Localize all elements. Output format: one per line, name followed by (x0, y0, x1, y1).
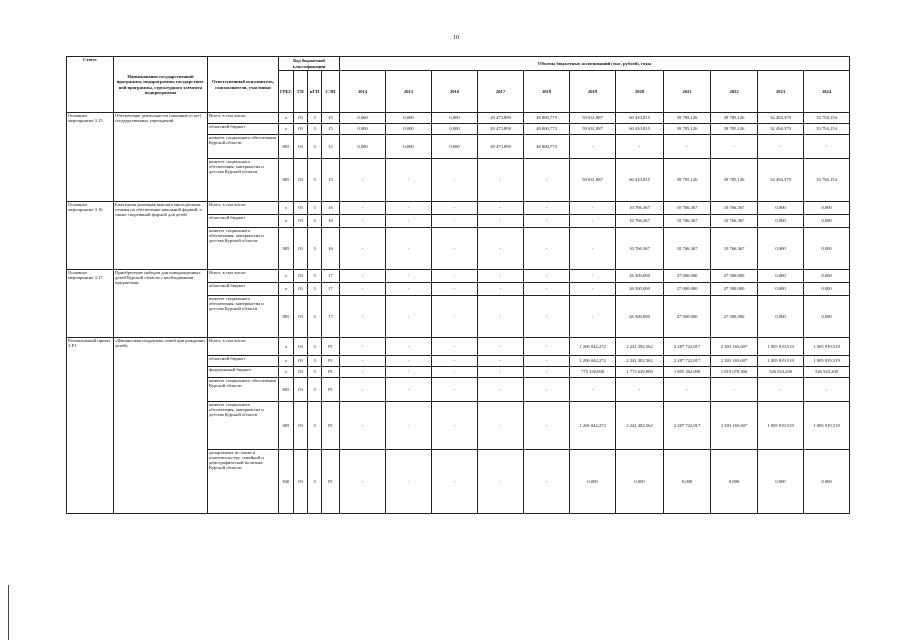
cell-value: 27 000,000 (664, 270, 711, 283)
cell-sep: 17 (322, 296, 340, 338)
cell-value: 2 303 165,607 (711, 402, 758, 450)
cell-value: 1 005 919,519 (758, 356, 804, 367)
cell-value: 33 794,154 (804, 113, 850, 124)
cell-value: - (386, 228, 432, 270)
cell-value: 59 631,887 (570, 159, 616, 202)
cell-grbs: 805 (279, 378, 294, 402)
cell-executor: областной бюджет (208, 124, 279, 135)
cell-executor: комитет социального обеспечения Курской области (208, 135, 279, 159)
cell-gp: 03 (294, 378, 308, 402)
cell-pgp: 3 (308, 338, 322, 356)
cell-value: 33 794,154 (804, 124, 850, 135)
cell-gp: 03 (294, 402, 308, 450)
cell-gp: 03 (294, 215, 308, 228)
cell-value: - (616, 378, 664, 402)
cell-value: - (432, 296, 478, 338)
cell-value: - (616, 135, 664, 159)
cell-value: - (570, 296, 616, 338)
cell-value: 0,000 (758, 296, 804, 338)
cell-executor: федеральный бюджет (208, 367, 279, 378)
cell-value: 10 766,367 (616, 202, 664, 215)
cell-value: 2 241 382,562 (616, 402, 664, 450)
cell-value: - (386, 367, 432, 378)
cell-sep: 15 (322, 124, 340, 135)
cell-value: - (432, 283, 478, 296)
cell-status: Основное мероприятие 3.16 (67, 202, 114, 270)
cell-gp: 03 (294, 283, 308, 296)
cell-grbs: х (279, 356, 294, 367)
cell-sep: Р1 (322, 450, 340, 514)
cell-program-name: Ежегодная денежная выплата многодетным семьям на обеспечение школьной формой, а также спортивной формой для детей (114, 202, 208, 270)
cell-value: - (478, 215, 524, 228)
cell-value: - (386, 296, 432, 338)
page-number: 10 (453, 35, 459, 41)
cell-sep: 16 (322, 202, 340, 215)
cell-value: - (524, 270, 570, 283)
cell-value: - (524, 338, 570, 356)
cell-grbs: х (279, 338, 294, 356)
cell-value: - (524, 202, 570, 215)
cell-value: - (478, 228, 524, 270)
cell-value: - (804, 135, 850, 159)
cell-value: - (432, 367, 478, 378)
cell-value: 10 766,367 (711, 228, 758, 270)
cell-value: - (524, 283, 570, 296)
cell-value: - (524, 159, 570, 202)
header-year: 2018 (524, 71, 570, 113)
cell-pgp: 3 (308, 124, 322, 135)
cell-value: 39 785,126 (711, 124, 758, 135)
table-header (67, 57, 850, 113)
cell-value: 0,000 (758, 202, 804, 215)
cell-value: - (432, 215, 478, 228)
cell-value: 39 785,126 (664, 113, 711, 124)
cell-value: - (570, 228, 616, 270)
cell-status: Региональный проект 3.Р1 (67, 338, 114, 514)
cell-value: 0,000 (804, 202, 850, 215)
cell-value: 0,000 (386, 124, 432, 135)
cell-value: - (386, 450, 432, 514)
cell-pgp: 3 (308, 228, 322, 270)
header-year: 2020 (616, 71, 664, 113)
cell-value: - (570, 378, 616, 402)
cell-value: - (386, 215, 432, 228)
cell-value: 60 410,815 (616, 159, 664, 202)
cell-gp: 03 (294, 270, 308, 283)
cell-value: 775 130,600 (570, 367, 616, 378)
cell-gp: 03 (294, 356, 308, 367)
cell-value: 0,000 (432, 135, 478, 159)
cell-value: - (478, 378, 524, 402)
cell-value: 40 800,773 (524, 124, 570, 135)
cell-value: 27 000,000 (664, 296, 711, 338)
table-row (67, 202, 850, 215)
cell-value: - (570, 283, 616, 296)
cell-value: - (386, 338, 432, 356)
cell-gp: 03 (294, 202, 308, 215)
cell-value: - (478, 367, 524, 378)
header-grbs: ГРБС (279, 71, 294, 113)
cell-value: - (570, 202, 616, 215)
cell-pgp: 3 (308, 135, 322, 159)
cell-sep: 16 (322, 228, 340, 270)
cell-grbs: х (279, 113, 294, 124)
cell-value: 60 410,815 (616, 113, 664, 124)
cell-value: - (386, 270, 432, 283)
cell-value: - (524, 367, 570, 378)
cell-value: - (524, 228, 570, 270)
cell-sep: 16 (322, 215, 340, 228)
header-year: 2021 (664, 71, 711, 113)
cell-value: 32 494,379 (758, 159, 804, 202)
cell-value: 2 287 722,817 (664, 356, 711, 367)
cell-pgp: 3 (308, 283, 322, 296)
cell-pgp: 3 (308, 296, 322, 338)
cell-value: - (758, 135, 804, 159)
header-year: 2024 (804, 71, 850, 113)
cell-value: - (478, 202, 524, 215)
cell-value: 1 005 919,519 (804, 402, 850, 450)
cell-value: - (386, 202, 432, 215)
header-year: 2022 (711, 71, 758, 113)
cell-value: 27 500,000 (711, 296, 758, 338)
cell-value: 60 410,815 (616, 124, 664, 135)
cell-value: - (340, 378, 386, 402)
cell-grbs: 805 (279, 135, 294, 159)
cell-value: 29 473,899 (478, 124, 524, 135)
cell-value: 2 303 165,607 (711, 356, 758, 367)
cell-value: - (432, 356, 478, 367)
cell-value: 1 206 044,272 (570, 402, 616, 450)
cell-value: 0,000 (664, 450, 711, 514)
cell-value: - (386, 402, 432, 450)
header-pgp: пГП (308, 71, 322, 113)
cell-gp: 03 (294, 113, 308, 124)
cell-value: 2 241 382,562 (616, 338, 664, 356)
header-year: 2023 (758, 71, 804, 113)
cell-value: - (478, 283, 524, 296)
cell-value: 0,000 (758, 228, 804, 270)
cell-value: 1 206 044,272 (570, 356, 616, 367)
cell-executor: областной бюджет (208, 215, 279, 228)
cell-gp: 03 (294, 228, 308, 270)
cell-executor: Всего, в том числе: (208, 113, 279, 124)
cell-value: 26 500,000 (616, 270, 664, 283)
table-row (67, 113, 850, 124)
cell-executor: департамент по опеке и попечительству, семейной и демографической политике Курской области (208, 450, 279, 514)
cell-pgp: 3 (308, 270, 322, 283)
cell-value: 1 005 919,519 (804, 356, 850, 367)
cell-grbs: 840 (279, 450, 294, 514)
cell-sep: Р1 (322, 378, 340, 402)
cell-value: 526 543,200 (804, 367, 850, 378)
cell-value: - (570, 135, 616, 159)
cell-value: 1 819 079,300 (711, 367, 758, 378)
cell-value: - (340, 202, 386, 215)
cell-value: 2 287 722,817 (664, 338, 711, 356)
cell-value: 0,000 (340, 124, 386, 135)
cell-program-name: «Финансовая поддержка семей при рождении детей» (114, 338, 208, 514)
cell-value: 1 773 629,000 (616, 367, 664, 378)
header-year: 2017 (478, 71, 524, 113)
cell-grbs: х (279, 202, 294, 215)
cell-value: 1 005 919,519 (758, 402, 804, 450)
header-sep: СЭП (322, 71, 340, 113)
cell-executor: Всего, в том числе: (208, 270, 279, 283)
cell-gp: 03 (294, 296, 308, 338)
cell-grbs: х (279, 124, 294, 135)
cell-value: 0,000 (758, 270, 804, 283)
header-gp: ГП (294, 71, 308, 113)
cell-executor: Всего, в том числе: (208, 338, 279, 356)
cell-value: 0,000 (804, 228, 850, 270)
cell-value: 0,000 (386, 113, 432, 124)
cell-value: - (524, 378, 570, 402)
cell-executor: Всего, в том числе: (208, 202, 279, 215)
cell-value: - (711, 135, 758, 159)
cell-value: - (340, 338, 386, 356)
cell-gp: 03 (294, 367, 308, 378)
cell-sep: 15 (322, 113, 340, 124)
cell-value: 0,000 (432, 124, 478, 135)
cell-value: - (340, 159, 386, 202)
cell-value: 29 473,899 (478, 135, 524, 159)
cell-program-name: Приобретение наборов для новорожденных детей Курской области с необходимыми предметами (114, 270, 208, 338)
cell-value: 1 206 044,272 (570, 338, 616, 356)
cell-grbs: 805 (279, 296, 294, 338)
cell-sep: Р1 (322, 338, 340, 356)
cell-value: - (340, 356, 386, 367)
cell-value: 2 287 722,817 (664, 402, 711, 450)
budget-table (66, 56, 850, 514)
cell-value: 0,000 (432, 113, 478, 124)
cell-value: 0,000 (340, 135, 386, 159)
cell-sep: 17 (322, 283, 340, 296)
cell-value: 0,000 (616, 450, 664, 514)
cell-executor: комитет социального обеспечения Курской области (208, 378, 279, 402)
cell-sep: 17 (322, 270, 340, 283)
cell-value: 0,000 (758, 215, 804, 228)
cell-value: - (386, 159, 432, 202)
cell-value: 0,000 (804, 283, 850, 296)
cell-value: 0,000 (804, 450, 850, 514)
cell-status: Основное мероприятие 3.15 (67, 113, 114, 202)
cell-sep: 15 (322, 159, 340, 202)
cell-value: 10 766,367 (616, 215, 664, 228)
cell-value: 39 785,126 (711, 113, 758, 124)
header-status: Статус (67, 57, 114, 113)
header-volumes: Объемы бюджетных ассигнований (тыс. рублей), годы (340, 57, 850, 71)
header-year: 2016 (432, 71, 478, 113)
cell-value: 32 494,379 (758, 113, 804, 124)
cell-value: 1 805 362,000 (664, 367, 711, 378)
cell-value: - (386, 283, 432, 296)
cell-value: 0,000 (570, 450, 616, 514)
cell-value: - (432, 228, 478, 270)
cell-value: 29 473,899 (478, 113, 524, 124)
table-row (67, 270, 850, 283)
cell-value: 26 500,000 (616, 296, 664, 338)
cell-value: 10 766,367 (711, 202, 758, 215)
cell-value: 10 766,367 (664, 228, 711, 270)
cell-grbs: 805 (279, 228, 294, 270)
cell-value: - (432, 202, 478, 215)
cell-value: 1 005 919,519 (804, 338, 850, 356)
cell-grbs: х (279, 215, 294, 228)
cell-pgp: 3 (308, 378, 322, 402)
cell-status: Основное мероприятие 3.17 (67, 270, 114, 338)
cell-value: - (478, 402, 524, 450)
cell-value: 0,000 (804, 296, 850, 338)
cell-value: - (432, 270, 478, 283)
cell-grbs: 805 (279, 159, 294, 202)
cell-value: 526 543,200 (758, 367, 804, 378)
cell-value: 27 500,000 (711, 270, 758, 283)
cell-program-name: Обеспечение деятельности (оказание услуг) государственных учреждений (114, 113, 208, 202)
cell-executor: областной бюджет (208, 356, 279, 367)
cell-value: 10 766,367 (664, 202, 711, 215)
cell-value: 26 500,000 (616, 283, 664, 296)
cell-value: 0,000 (804, 215, 850, 228)
header-executor: Ответственный исполнитель, соисполнители, участники (208, 57, 279, 113)
cell-value: - (664, 378, 711, 402)
cell-gp: 03 (294, 450, 308, 514)
cell-pgp: 3 (308, 113, 322, 124)
cell-value: - (524, 402, 570, 450)
cell-value: - (478, 270, 524, 283)
header-program-name: Наименование государственной программы, подпрограммы государствен-ной программы, структурного элемента подпрограммы (114, 57, 208, 113)
cell-pgp: 3 (308, 367, 322, 378)
cell-value: - (386, 356, 432, 367)
cell-value: 10 766,367 (616, 228, 664, 270)
cell-value: - (340, 270, 386, 283)
cell-value: 27 000,000 (664, 283, 711, 296)
cell-sep: Р1 (322, 356, 340, 367)
cell-value: - (478, 296, 524, 338)
cell-pgp: 3 (308, 215, 322, 228)
cell-sep: 15 (322, 135, 340, 159)
cell-grbs: х (279, 367, 294, 378)
cell-value: - (432, 159, 478, 202)
cell-value: - (432, 338, 478, 356)
cell-value: - (524, 450, 570, 514)
cell-value: - (711, 378, 758, 402)
cell-value: - (340, 367, 386, 378)
cell-value: 59 631,887 (570, 124, 616, 135)
cell-pgp: 3 (308, 450, 322, 514)
cell-value: - (432, 378, 478, 402)
cell-value: - (340, 296, 386, 338)
cell-value: 33 794,154 (804, 159, 850, 202)
scan-edge-line (8, 585, 9, 640)
cell-value: - (478, 159, 524, 202)
header-budget-code: Код бюджетной классификации (279, 57, 340, 71)
cell-value: 40 800,773 (524, 135, 570, 159)
cell-value: - (432, 450, 478, 514)
cell-value: - (524, 356, 570, 367)
cell-gp: 03 (294, 159, 308, 202)
cell-executor: комитет социального обеспечения, материнства и детства Курской области (208, 228, 279, 270)
cell-value: 0,000 (386, 135, 432, 159)
cell-value: - (570, 270, 616, 283)
cell-value: 27 500,000 (711, 283, 758, 296)
cell-value: - (340, 450, 386, 514)
cell-sep: Р1 (322, 367, 340, 378)
header-year: 2019 (570, 71, 616, 113)
cell-value: 0,000 (758, 283, 804, 296)
cell-value: - (432, 402, 478, 450)
cell-pgp: 3 (308, 202, 322, 215)
cell-value: - (804, 378, 850, 402)
cell-executor: комитет социального обеспечения, материнства и детства Курской области (208, 159, 279, 202)
cell-value: 0,000 (804, 270, 850, 283)
cell-value: 2 241 382,562 (616, 356, 664, 367)
cell-value: 39 785,126 (711, 159, 758, 202)
cell-value: - (478, 338, 524, 356)
cell-sep: Р1 (322, 402, 340, 450)
cell-value: - (386, 378, 432, 402)
cell-value: - (340, 283, 386, 296)
cell-value: 0,000 (340, 113, 386, 124)
cell-value: 39 785,126 (664, 124, 711, 135)
cell-value: - (524, 296, 570, 338)
cell-gp: 03 (294, 124, 308, 135)
cell-value: - (340, 228, 386, 270)
cell-value: 39 785,126 (664, 159, 711, 202)
table-body (67, 113, 850, 514)
cell-grbs: х (279, 283, 294, 296)
cell-executor: комитет социального обеспечения, материнства и детства Курской области (208, 402, 279, 450)
header-year: 2015 (386, 71, 432, 113)
cell-gp: 03 (294, 338, 308, 356)
cell-value: 59 631,887 (570, 113, 616, 124)
cell-value: 0,000 (711, 450, 758, 514)
cell-pgp: 3 (308, 402, 322, 450)
cell-grbs: 805 (279, 402, 294, 450)
cell-value: - (758, 378, 804, 402)
cell-value: 0,000 (758, 450, 804, 514)
cell-value: 1 005 919,519 (758, 338, 804, 356)
cell-value: 40 800,773 (524, 113, 570, 124)
cell-executor: областной бюджет (208, 283, 279, 296)
cell-value: 10 766,367 (711, 215, 758, 228)
cell-value: - (524, 215, 570, 228)
header-year: 2014 (340, 71, 386, 113)
cell-value: - (340, 215, 386, 228)
cell-value: - (570, 215, 616, 228)
cell-value: - (340, 402, 386, 450)
cell-value: 2 303 165,607 (711, 338, 758, 356)
cell-value: - (478, 356, 524, 367)
cell-gp: 03 (294, 135, 308, 159)
cell-pgp: 3 (308, 159, 322, 202)
cell-value: 10 766,367 (664, 215, 711, 228)
cell-pgp: 3 (308, 356, 322, 367)
cell-executor: комитет социального обеспечения, материнства и детства Курской области (208, 296, 279, 338)
cell-value: 32 494,379 (758, 124, 804, 135)
table-row (67, 338, 850, 356)
cell-value: - (664, 135, 711, 159)
cell-value: - (478, 450, 524, 514)
cell-grbs: х (279, 270, 294, 283)
